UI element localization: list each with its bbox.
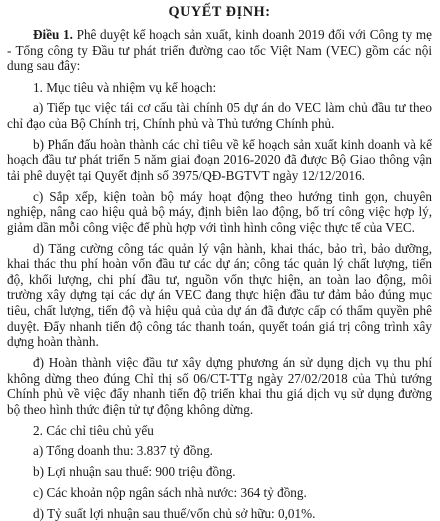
section-2-item-a: a) Tổng doanh thu: 3.837 tỷ đồng.	[33, 443, 213, 459]
article-label: Điều 1.	[33, 27, 73, 42]
section-2-heading: 2. Các chỉ tiêu chủ yếu	[33, 422, 154, 438]
section-2-item-c: c) Các khoản nộp ngân sách nhà nước: 364 tỷ đồng.	[33, 484, 307, 500]
section-1-heading: 1. Mục tiêu và nhiệm vụ kế hoạch:	[33, 79, 217, 95]
section-1-item-b: b) Phấn đấu hoàn thành các chỉ tiêu về kế hoạch sản xuất kinh doanh và kế hoạch đầu tư phát triển 5 năm giai đoạn 2016-2020 đã được Bộ Giao thông vận tải phê duyệt tại Quyết định số 3975/QĐ-BGTVT ngày 12/12/2016.	[7, 136, 432, 183]
section-1-item-d: d) Tăng cường công tác quản lý vận hành, khai thác, bảo trì, bảo dưỡng, khai thác thu phí hoàn vốn đầu tư các dự án; công tác quản lý chất lượng, tiến độ, khối lượng, chi phí đầu tư, nguồn vốn thực hiện, an toàn lao động, môi trường xây dựng tại các dự án VEC đang thực hiện đầu tư đảm bảo đúng mục tiêu, chất lượng, tiến độ và hiệu quả của dự án đã được cấp có thẩm quyền phê duyệt. Đẩy nhanh tiến độ công tác thanh toán, quyết toán giá trị công trình xây dựng hoàn thành.	[7, 240, 432, 350]
article-1-paragraph	[7, 27, 432, 74]
section-2-item-d: d) Tỷ suất lợi nhuận sau thuế/vốn chủ sở hữu: 0,01%.	[33, 505, 316, 521]
section-2-item-b: b) Lợi nhuận sau thuế: 900 triệu đồng.	[33, 464, 236, 480]
article-text: Phê duyệt kế hoạch sản xuất, kinh doanh 2019 đối với Công ty mẹ - Tổng công ty Đầu tư phát triển đường cao tốc Việt Nam (VEC) gồm các nội dung sau đây:	[7, 27, 433, 74]
section-1-item-a: a) Tiếp tục việc tái cơ cấu tài chính 05 dự án do VEC làm chủ đầu tư theo chỉ đạo của Bộ Chính trị, Chính phủ và Thủ tướng Chính phủ.	[7, 100, 432, 131]
section-1-item-c: c) Sắp xếp, kiện toàn bộ máy hoạt động theo hướng tinh gọn, chuyên nghiệp, nâng cao hiệu quả bộ máy, định biên lao động, bố trí công việc hợp lý, giảm dần mỗi công việc để phù hợp với tình hình công việc thực tế của VEC.	[7, 188, 432, 235]
section-1-item-dd: đ) Hoàn thành việc đầu tư xây dựng phương án sử dụng dịch vụ thu phí không dừng theo đúng Chỉ thị số 06/CT-TTg ngày 27/02/2018 của Thủ tướng Chính phủ về việc đẩy nhanh tiến độ triển khai thu giá dịch vụ sử dụng đường bộ theo hình thức điện tử tự động không dừng.	[7, 355, 432, 417]
document-title: QUYẾT ĐỊNH:	[168, 4, 271, 20]
